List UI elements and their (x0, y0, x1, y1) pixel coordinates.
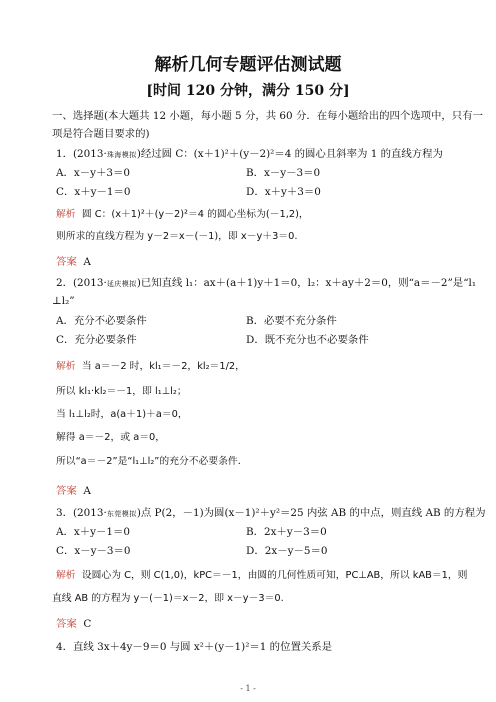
q2-solution-line-1 (56, 360, 245, 374)
question-2-stem (56, 276, 476, 291)
q3-solution-line-1 (56, 569, 467, 583)
q2-number: 2．(2013· (56, 277, 107, 289)
question-1-stem (56, 147, 443, 162)
q3-solution-line-2: 直线 AB 的方程为 y－(－1)＝x－2，即 x－y－3＝0. (52, 593, 284, 604)
q1-option-c: C．x＋y－1＝0 (56, 186, 131, 198)
q2-solution-line-2: 所以 kl₁·kl₂＝－1，即 l₁⊥l₂； (56, 386, 187, 397)
q3-number: 3．(2013· (56, 507, 107, 519)
question-4-stem: 4．直线 3x＋4y－9＝0 与圆 x²＋(y－1)²＝1 的位置关系是 (56, 641, 333, 653)
q1-answer-value: A (83, 256, 91, 268)
q1-number: 1．(2013· (56, 148, 107, 160)
q2-solution-line-5: 所以“a＝－2”是“l₁⊥l₂”的充分不必要条件． (56, 456, 248, 467)
q1-answer (56, 255, 91, 269)
q3-option-d: D．2x－y－5＝0 (246, 545, 328, 557)
intro-line-1: 一、选择题(本大题共 12 小题，每小题 5 分，共 60 分．在每小题给出的四个选项中，只有一 (52, 110, 483, 122)
q2-answer-label: 答案 (56, 485, 77, 497)
q2-option-c: C．充分必要条件 (56, 334, 137, 346)
q1-option-b: B．x－y－3＝0 (246, 167, 321, 179)
q1-source-tag: 珠海模拟 (106, 151, 137, 159)
page-title: 解析几何专题评估测试题 (154, 55, 342, 75)
q2-solution-label: 解析 (56, 361, 76, 372)
q1-solution-text-1: 圆 C：(x＋1)²＋(y－2)²＝4 的圆心坐标为(－1,2)， (81, 209, 309, 220)
q2-answer (56, 484, 91, 498)
q2-stem-continued: ⊥l₂” (52, 295, 75, 307)
q2-option-b: B．必要不充分条件 (246, 315, 337, 327)
q3-answer-label: 答案 (56, 618, 77, 630)
q2-answer-value: A (83, 485, 91, 497)
q1-stem-text: )经过圆 C：(x＋1)²＋(y－2)²＝4 的圆心且斜率为 1 的直线方程为 (136, 148, 443, 160)
q1-solution-line-2: 则所求的直线方程为 y－2＝x－(－1)，即 x－y＋3＝0. (56, 231, 298, 242)
q3-option-a: A．x＋y－1＝0 (56, 526, 131, 538)
q1-option-a: A．x－y＋3＝0 (56, 167, 131, 179)
q3-stem-text: )点 P(2，－1)为圆(x－1)²＋y²＝25 内弦 AB 的中点，则直线 AB 的方程为 (136, 507, 486, 519)
page-number: - 1 - (240, 684, 256, 693)
q2-stem-text: )已知直线 l₁：ax＋(a＋1)y＋1＝0，l₂：x＋ay＋2＝0，则“a＝－2”是“l₁ (136, 277, 477, 289)
q3-source-tag: 东莞模拟 (106, 510, 137, 518)
q2-solution-line-3: 当 l₁⊥l₂时，a(a＋1)＋a＝0， (56, 409, 188, 420)
intro-line-2: 项是符合题目要求的) (52, 128, 150, 140)
q1-option-d: D．x＋y＋3＝0 (246, 186, 321, 198)
q2-solution-line-4: 解得 a＝－2，或 a＝0， (56, 432, 166, 443)
q1-solution-label: 解析 (56, 209, 76, 220)
q1-solution-line-1 (56, 208, 309, 222)
q2-solution-text-1: 当 a＝－2 时，kl₁＝－2，kl₂＝1/2， (81, 361, 245, 372)
q3-solution-label: 解析 (56, 570, 76, 581)
q2-option-d: D．既不充分也不必要条件 (246, 334, 369, 346)
q3-answer-value: C (83, 618, 92, 630)
q3-answer (56, 617, 91, 631)
q3-option-c: C．x－y－3＝0 (56, 545, 131, 557)
page-subtitle: [时间 120 分钟，满分 150 分] (146, 83, 350, 99)
q3-option-b: B．2x＋y－3＝0 (246, 526, 327, 538)
q2-option-a: A．充分不必要条件 (56, 315, 147, 327)
q1-answer-label: 答案 (56, 256, 77, 268)
q2-source-tag: 延庆模拟 (106, 280, 137, 288)
q3-solution-text-1: 设圆心为 C，则 C(1,0)，kPC＝－1，由圆的几何性质可知，PC⊥AB，所以 kAB＝1，则 (81, 570, 468, 581)
question-3-stem (56, 506, 486, 521)
